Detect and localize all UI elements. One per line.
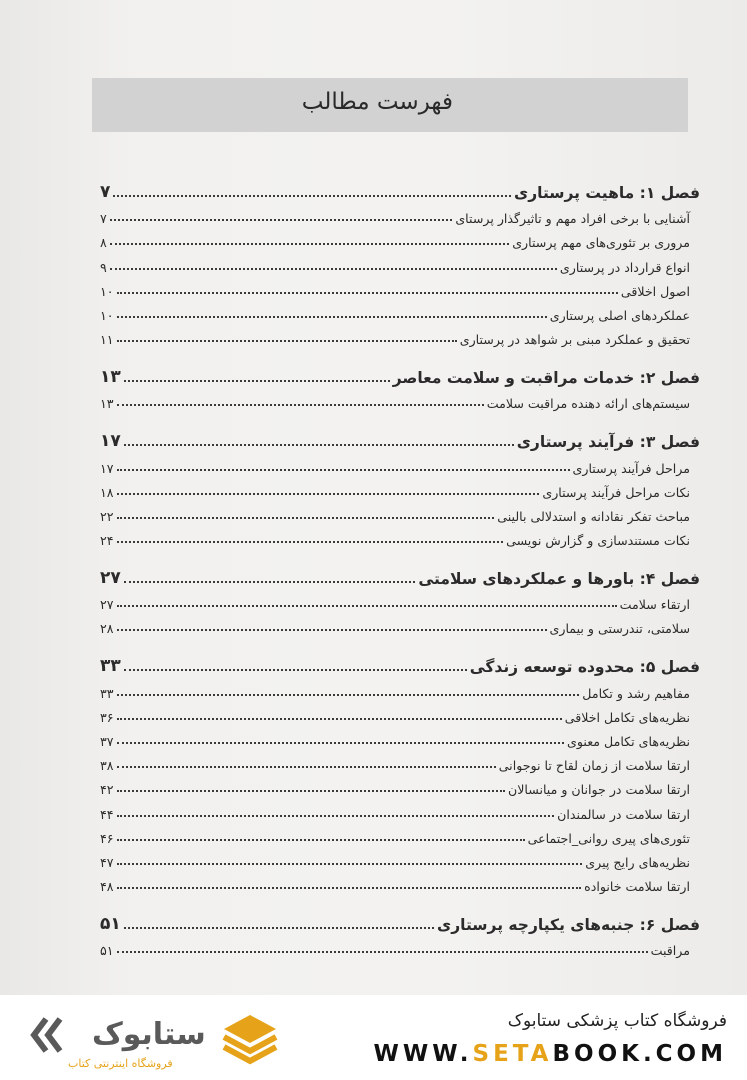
dot-leader	[110, 219, 453, 221]
chapter-block	[100, 904, 700, 958]
toc-entry-title: تحقیق و عملکرد مبنی بر شواهد در پرستاری	[459, 332, 690, 348]
toc-entry-page: ۷	[100, 211, 107, 227]
chapter-heading-title: فصل ۵: محدوده توسعه زندگی	[469, 658, 700, 677]
toc-entry-title: ارتقا سلامت در جوانان و میانسالان	[507, 782, 690, 798]
toc-entry-page: ۴۴	[100, 806, 114, 822]
dot-leader	[117, 694, 580, 696]
toc-entry-page: ۴۲	[100, 782, 114, 798]
toc-entry	[100, 524, 700, 548]
chapter-block	[100, 646, 700, 894]
toc-entry-title: عملکردهای اصلی پرستاری	[549, 307, 690, 323]
dot-leader	[117, 469, 570, 471]
toc-entry-page: ۳۳	[100, 685, 114, 701]
toc-entry	[100, 500, 700, 524]
toc-entry-page: ۳۷	[100, 734, 114, 749]
toc-entry-title: نکات مستندسازی و گزارش نویسی	[506, 533, 690, 549]
chapter-block	[100, 558, 700, 636]
toc-entry-page: ۱۰	[100, 283, 114, 299]
toc-entry-title: آشنایی با برخی افراد مهم و تاثیرگذار پرستای	[455, 211, 690, 227]
toc-entry	[100, 387, 700, 411]
toc-entry	[100, 588, 700, 612]
toc-entry-title: نکات مراحل فرآیند پرستاری	[542, 484, 690, 500]
dot-leader	[110, 243, 509, 245]
toc-entry	[100, 846, 700, 870]
footer-banner	[0, 995, 747, 1080]
toc-entry	[100, 773, 700, 797]
chapter-heading-title: فصل ۱: ماهیت پرستاری	[514, 184, 700, 202]
toc-entry-title: نظریه‌های تکامل معنوی	[567, 734, 690, 749]
dot-leader	[117, 517, 495, 519]
chapter-heading	[100, 646, 700, 676]
chapter-heading	[100, 357, 700, 387]
dot-leader	[117, 605, 617, 607]
store-url	[374, 1041, 727, 1067]
page-title: فهرست مطالب	[301, 89, 453, 115]
chapter-block	[100, 421, 700, 548]
dot-leader	[117, 292, 618, 294]
toc-entry-title: مفاهیم رشد و تکامل	[582, 685, 690, 701]
chapter-heading-page: ۳۳	[100, 656, 121, 677]
toc-entry	[100, 612, 700, 636]
toc-entry	[100, 701, 700, 725]
toc-entry-page: ۱۱	[100, 332, 114, 348]
dot-leader	[110, 268, 557, 270]
toc-entry	[100, 323, 700, 347]
chapter-block	[100, 172, 700, 347]
toc-entry	[100, 202, 700, 226]
toc-entry	[100, 676, 700, 700]
url-accent: SETA	[472, 1041, 553, 1067]
url-suffix: BOOK.COM	[552, 1041, 727, 1067]
toc-entry-page: ۲۴	[100, 533, 114, 549]
chapter-heading-title: فصل ۴: باورها و عملکردهای سلامتی	[418, 570, 700, 589]
dot-leader	[124, 581, 416, 583]
toc-entry-title: سلامتی، تندرستی و بیماری	[549, 621, 690, 637]
setabook-logo	[30, 1007, 290, 1071]
dot-leader	[117, 887, 582, 889]
dot-leader	[117, 790, 505, 792]
chapter-heading-page: ۵۱	[100, 914, 121, 935]
toc-entry	[100, 797, 700, 821]
toc-entry-page: ۳۶	[100, 709, 114, 725]
brand-tagline: فروشگاه اینترنتی کتاب	[68, 1057, 173, 1070]
chapter-heading-page: ۷	[100, 182, 111, 202]
chapter-block	[100, 357, 700, 411]
dot-leader	[117, 629, 547, 631]
toc-entry-page: ۲۲	[100, 508, 114, 524]
toc-entry-title: ارتقاء سلامت	[619, 597, 690, 613]
toc-entry	[100, 749, 700, 773]
toc-entry	[100, 226, 700, 250]
double-chevron-icon	[30, 1015, 64, 1055]
dot-leader	[113, 195, 511, 197]
dot-leader	[117, 815, 555, 817]
dot-leader	[117, 839, 525, 841]
toc-entry	[100, 299, 700, 323]
toc-entry-title: مباحث تفکر نقادانه و استدلالی بالینی	[497, 508, 690, 524]
toc-entry-title: مروری بر تئوری‌های مهم پرستاری	[512, 235, 690, 251]
toc-entry	[100, 870, 700, 894]
toc-entry	[100, 725, 700, 749]
dot-leader	[124, 444, 514, 446]
brand-name: ستابوک	[92, 1017, 206, 1052]
dot-leader	[124, 927, 434, 929]
toc-entry-page: ۱۷	[100, 460, 114, 476]
toc-entry	[100, 934, 700, 958]
chapter-heading-page: ۱۳	[100, 367, 121, 388]
toc-entry-page: ۱۰	[100, 307, 114, 323]
chapter-heading-title: فصل ۳: فرآیند پرستاری	[516, 433, 700, 452]
toc-entry-title: ارتقا سلامت خانواده	[584, 879, 690, 895]
toc-entry-title: سیستم‌های ارائه دهنده مراقبت سلامت	[486, 396, 690, 412]
title-band	[92, 78, 688, 132]
toc-entry	[100, 250, 700, 274]
toc-entry-title: ارتقا سلامت از زمان لقاح تا نوجوانی	[498, 758, 690, 774]
toc-entry-title: نظریه‌های تکامل اخلاقی	[564, 709, 690, 725]
dot-leader	[117, 718, 562, 720]
toc-entry-title: مراحل فرآیند پرستاری	[572, 460, 690, 476]
toc-entry-page: ۴۸	[100, 879, 114, 895]
toc-entry-page: ۱۳	[100, 396, 114, 412]
chapter-heading-title: فصل ۶: جنبه‌های یکپارچه پرستاری	[437, 916, 700, 935]
chapter-heading	[100, 904, 700, 934]
toc-entry-page: ۸	[100, 235, 107, 251]
dot-leader	[117, 766, 496, 768]
table-of-contents	[100, 172, 700, 968]
dot-leader	[117, 742, 565, 744]
toc-entry-title: مراقبت	[650, 943, 690, 959]
dot-leader	[117, 404, 484, 406]
dot-leader	[117, 493, 540, 495]
chapter-heading-page: ۱۷	[100, 431, 121, 452]
toc-entry-page: ۴۷	[100, 854, 114, 870]
chapter-heading-page: ۲۷	[100, 568, 121, 589]
toc-entry-title: انواع قرارداد در پرستاری	[559, 259, 690, 275]
toc-entry-page: ۱۸	[100, 484, 114, 500]
url-prefix: WWW.	[373, 1041, 473, 1067]
toc-entry-page: ۲۸	[100, 621, 114, 637]
dot-leader	[117, 316, 547, 318]
dot-leader	[117, 340, 457, 342]
toc-entry-page: ۳۸	[100, 758, 114, 774]
chapter-heading-title: فصل ۲: خدمات مراقبت و سلامت معاصر	[392, 369, 700, 388]
toc-entry-title: اصول اخلاقی	[620, 283, 690, 299]
chapter-heading	[100, 172, 700, 202]
toc-entry-page: ۴۶	[100, 830, 114, 846]
toc-entry-page: ۲۷	[100, 597, 114, 613]
dot-leader	[117, 863, 583, 865]
toc-entry-title: ارتقا سلامت در سالمندان	[557, 806, 690, 822]
toc-entry	[100, 822, 700, 846]
chapter-heading	[100, 558, 700, 588]
dot-leader	[117, 541, 504, 543]
toc-entry	[100, 476, 700, 500]
toc-entry	[100, 451, 700, 475]
dot-leader	[124, 669, 467, 671]
chapter-heading	[100, 421, 700, 451]
dot-leader	[124, 380, 390, 382]
toc-entry-title: نظریه‌های رایج پیری	[585, 854, 690, 870]
toc-entry-title: تئوری‌های پیری روانی_اجتماعی	[527, 830, 690, 846]
book-stack-icon	[220, 1009, 280, 1069]
dot-leader	[117, 951, 648, 953]
toc-entry-page: ۵۱	[100, 943, 114, 959]
store-name: فروشگاه کتاب پزشکی ستابوک	[507, 1011, 727, 1031]
toc-entry-page: ۹	[100, 259, 107, 275]
toc-entry	[100, 275, 700, 299]
